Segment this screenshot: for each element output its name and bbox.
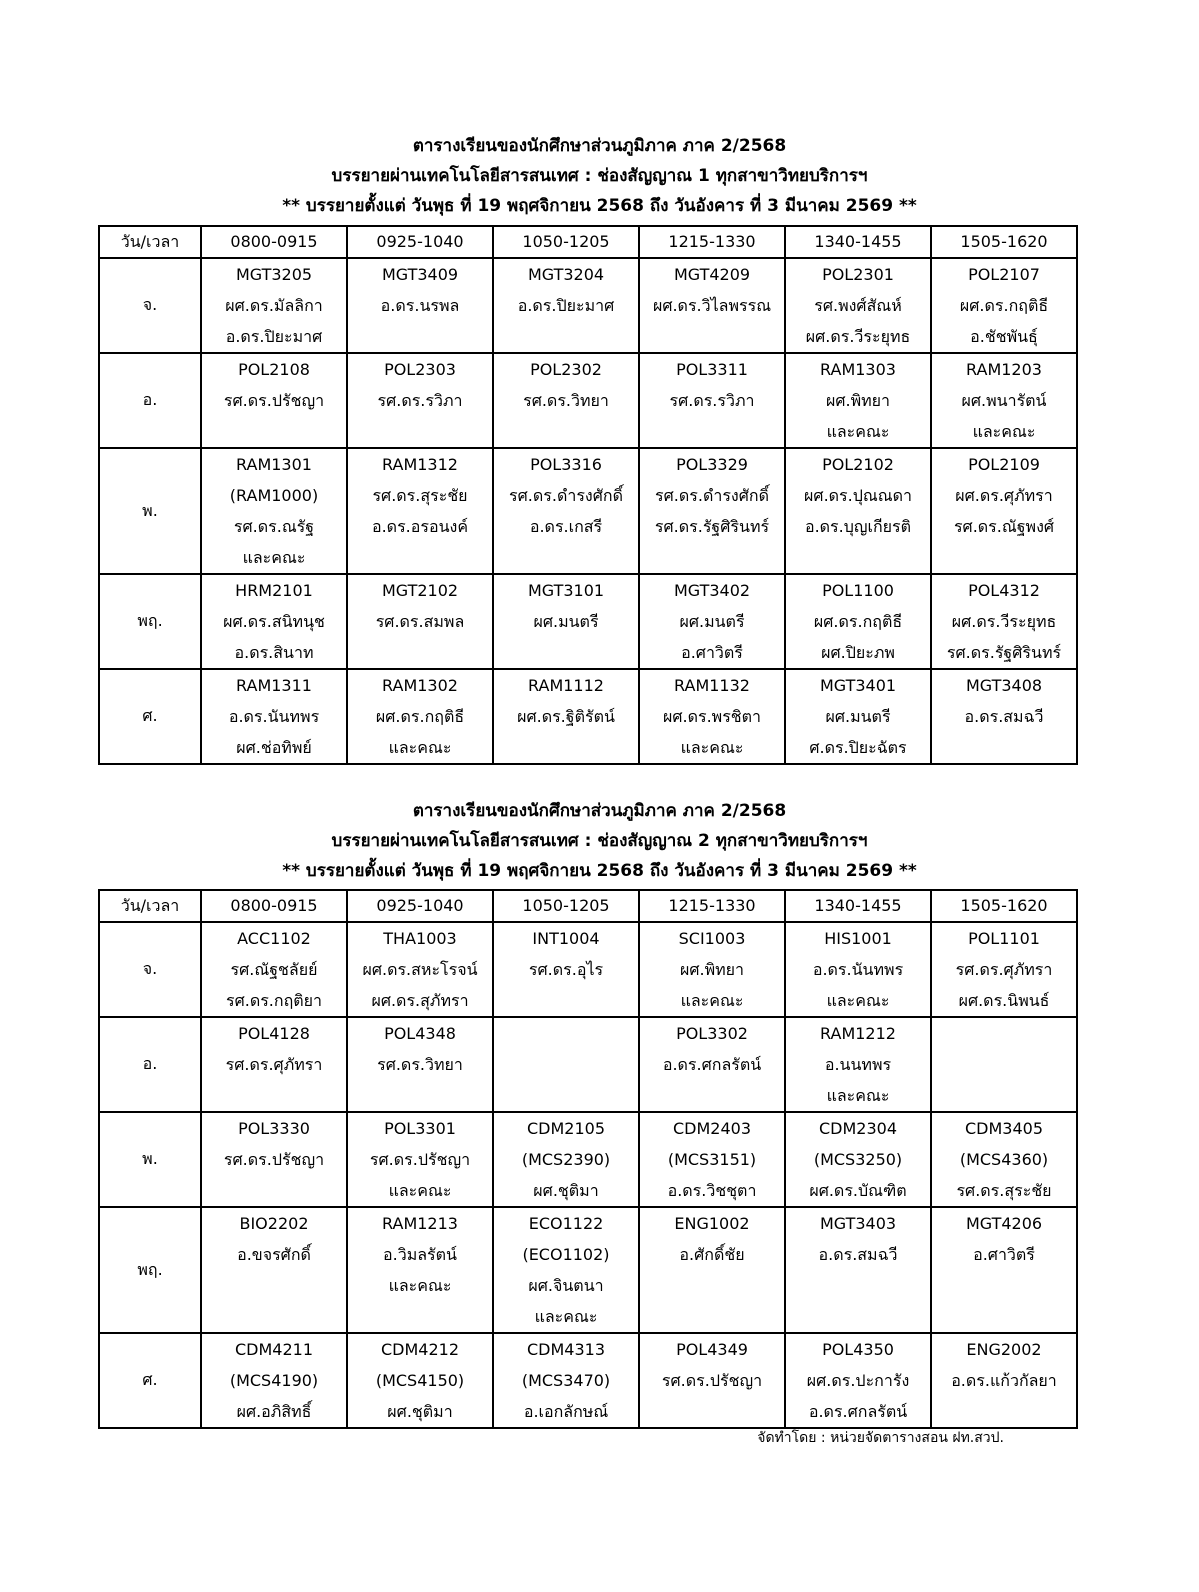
course-cell — [493, 1207, 639, 1333]
course-cell — [201, 1207, 347, 1333]
cell-text: และคณะ — [388, 738, 452, 757]
cell-text: ศ.ดร.ปิยะฉัตร — [809, 738, 907, 757]
course-code: ECO1122 — [528, 1214, 604, 1233]
cell-text: อ.ดร.ศกลรัตน์ — [808, 1402, 908, 1421]
cell-text: อ.ดร.เกสรี — [529, 517, 603, 536]
course-cell — [201, 922, 347, 1017]
cell-text: ผศ.ชุติมา — [387, 1402, 453, 1421]
cell-text: รศ.ดร.ปรัชญา — [223, 1150, 325, 1169]
cell-text: อ.ดร.สมฉวี — [964, 707, 1044, 726]
course-cell — [785, 1333, 931, 1428]
table-row — [99, 353, 1077, 448]
schedule-title: ตารางเรียนของนักศึกษาส่วนภูมิภาค ภาค 2/2568 — [412, 801, 787, 821]
cell-text: รศ.ดร.รวิภา — [669, 391, 755, 410]
cell-text: ผศ.ดร.วีระยุทธ — [805, 327, 911, 346]
course-cell — [493, 448, 639, 574]
table-row — [99, 922, 1077, 1017]
header-time-slot: 0800-0915 — [201, 226, 347, 258]
course-cell — [347, 1333, 493, 1428]
course-code: CDM3405 — [964, 1119, 1043, 1138]
course-cell — [201, 1112, 347, 1207]
cell-text: รศ.ดร.รัฐศิรินทร์ — [654, 517, 770, 536]
course-cell — [931, 1207, 1077, 1333]
cell-text: ผศ.ดร.สุภัทรา — [371, 991, 469, 1010]
cell-text: อ.ขจรศักดิ์ — [237, 1245, 311, 1264]
cell-text: รศ.ดร.ปรัชญา — [369, 1150, 471, 1169]
course-cell — [785, 353, 931, 448]
schedule-2-heading — [0, 796, 1199, 886]
day-label: อ. — [99, 1017, 201, 1112]
cell-text: ผศ.ดร.นิพนธ์ — [958, 991, 1050, 1010]
course-code: MGT3205 — [235, 265, 313, 284]
course-cell — [347, 1112, 493, 1207]
course-code: MGT4206 — [965, 1214, 1043, 1233]
cell-text: (MCS3250) — [813, 1150, 903, 1169]
cell-text: ผศ.พิทยา — [825, 391, 891, 410]
cell-text: ผศ.ดร.วิไลพรรณ — [652, 296, 772, 315]
cell-text: รศ.ดร.รัฐศิรินทร์ — [946, 643, 1062, 662]
course-cell — [639, 922, 785, 1017]
cell-text: ผศ.ดร.ฐิติรัตน์ — [517, 707, 615, 726]
cell-text: ผศ.ดร.กฤติธี — [959, 296, 1049, 315]
cell-text: อ.ศาวิตรี — [973, 1245, 1035, 1264]
header-time-slot: 0925-1040 — [347, 226, 493, 258]
course-code: POL2107 — [968, 265, 1040, 284]
cell-text: รศ.พงศ์สัณห์ — [814, 296, 902, 315]
cell-text: ผศ.ดร.วีระยุทธ — [951, 612, 1057, 631]
cell-text: ผศ.ดร.มัลลิกา — [225, 296, 323, 315]
course-code: RAM1213 — [382, 1214, 458, 1233]
cell-text: อ.ศาวิตรี — [681, 643, 743, 662]
course-code: RAM1112 — [528, 676, 604, 695]
course-cell — [201, 574, 347, 669]
course-cell — [931, 1017, 1077, 1112]
course-cell — [785, 922, 931, 1017]
schedule-date-range: ** บรรยายตั้งแต่ วันพุธ ที่ 19 พฤศจิกายน 2568 ถึง วันอังคาร ที่ 3 มีนาคม 2569 ** — [282, 861, 917, 881]
cell-text: (ECO1102) — [522, 1245, 610, 1264]
cell-text: ผศ.ปิยะภพ — [821, 643, 895, 662]
cell-text: ผศ.พิทยา — [679, 960, 745, 979]
header-time-slot: 1215-1330 — [639, 890, 785, 922]
course-cell — [785, 1112, 931, 1207]
course-code: RAM1212 — [820, 1024, 896, 1043]
course-code: POL2109 — [968, 455, 1040, 474]
course-cell — [493, 922, 639, 1017]
cell-text: รศ.ดร.ปรัชญา — [223, 391, 325, 410]
course-code: MGT3101 — [527, 581, 605, 600]
course-code: BIO2202 — [239, 1214, 309, 1233]
course-cell — [931, 1112, 1077, 1207]
header-time-slot: 1505-1620 — [931, 890, 1077, 922]
course-code: MGT4209 — [673, 265, 751, 284]
course-code: MGT3403 — [819, 1214, 897, 1233]
cell-text: รศ.ดร.สุระชัย — [372, 486, 468, 505]
schedule-subtitle: บรรยายผ่านเทคโนโลยีสารสนเทศ : ช่องสัญญาณ 1 ทุกสาขาวิทยบริการฯ — [331, 166, 868, 186]
course-cell — [639, 448, 785, 574]
header-time-slot: 1505-1620 — [931, 226, 1077, 258]
cell-text: ผศ.ดร.ปะการัง — [806, 1371, 910, 1390]
course-code: POL2303 — [384, 360, 456, 379]
course-code: RAM1302 — [382, 676, 458, 695]
course-cell — [493, 574, 639, 669]
footer-credit: จัดทำโดย : หน่วยจัดตารางสอน ฝท.สวป. — [757, 1430, 1004, 1446]
course-cell — [639, 574, 785, 669]
cell-text: รศ.ดร.อุไร — [528, 960, 604, 979]
cell-text: รศ.ดร.ดำรงศักดิ์ — [655, 486, 769, 505]
course-code: POL2302 — [530, 360, 602, 379]
table-row — [99, 1333, 1077, 1428]
course-code: RAM1203 — [966, 360, 1042, 379]
cell-text: และคณะ — [972, 422, 1036, 441]
cell-text: อ.ดร.ปิยะมาศ — [517, 296, 615, 315]
cell-text: อ.วิมลรัตน์ — [383, 1245, 457, 1264]
cell-text: อ.ศักดิ์ชัย — [679, 1245, 745, 1264]
course-cell — [785, 669, 931, 764]
course-cell — [785, 448, 931, 574]
course-code: POL3330 — [238, 1119, 310, 1138]
header-time-slot: 1340-1455 — [785, 890, 931, 922]
cell-text: (RAM1000) — [229, 486, 319, 505]
cell-text: อ.ดร.วิชชุตา — [667, 1181, 757, 1200]
cell-text: รศ.ดร.สุระชัย — [956, 1181, 1052, 1200]
course-cell — [493, 353, 639, 448]
course-cell — [639, 1112, 785, 1207]
cell-text: รศ.ดร.วิทยา — [377, 1055, 463, 1074]
course-cell — [201, 1333, 347, 1428]
course-code: RAM1311 — [236, 676, 312, 695]
course-code: HRM2101 — [235, 581, 313, 600]
course-code: POL2102 — [822, 455, 894, 474]
course-code: ENG2002 — [966, 1340, 1042, 1359]
cell-text: ผศ.ชุติมา — [533, 1181, 599, 1200]
cell-text: ผศ.ดร.สนิทนุช — [223, 612, 325, 631]
cell-text: และคณะ — [534, 1307, 598, 1326]
course-code: POL2108 — [238, 360, 310, 379]
table-row — [99, 1112, 1077, 1207]
course-code: THA1003 — [383, 929, 457, 948]
course-cell — [201, 448, 347, 574]
course-cell — [785, 1207, 931, 1333]
cell-text: ผศ.ดร.กฤติธี — [375, 707, 465, 726]
cell-text: อ.ดร.สินาท — [234, 643, 314, 662]
table-row — [99, 448, 1077, 574]
course-cell — [931, 353, 1077, 448]
cell-text: ผศ.อภิสิทธิ์ — [236, 1402, 312, 1421]
cell-text: (MCS3151) — [667, 1150, 757, 1169]
course-code: MGT3204 — [527, 265, 605, 284]
cell-text: อ.ดร.นรพล — [380, 296, 460, 315]
schedule-title: ตารางเรียนของนักศึกษาส่วนภูมิภาค ภาค 2/2568 — [412, 136, 787, 156]
course-cell — [493, 1333, 639, 1428]
course-code: CDM4212 — [380, 1340, 459, 1359]
course-code: RAM1312 — [382, 455, 458, 474]
course-cell — [639, 1017, 785, 1112]
cell-text: ผศ.มนตรี — [533, 612, 599, 631]
cell-text: รศ.ดร.ณรัฐ — [233, 517, 315, 536]
cell-text: และคณะ — [826, 422, 890, 441]
cell-text: รศ.ณัฐชลัยย์ — [230, 960, 318, 979]
schedule-1-table — [98, 225, 1078, 765]
cell-text: รศ.ดร.กฤติยา — [225, 991, 323, 1010]
cell-text: รศ.ดร.ณัฐพงศ์ — [953, 517, 1055, 536]
day-label: พ. — [99, 448, 201, 574]
course-cell — [931, 922, 1077, 1017]
course-cell — [201, 1017, 347, 1112]
course-code: MGT3401 — [819, 676, 897, 695]
course-cell — [347, 1017, 493, 1112]
cell-text: รศ.ดร.รวิภา — [377, 391, 463, 410]
course-code: CDM2403 — [672, 1119, 751, 1138]
cell-text: ผศ.ดร.กฤติธี — [813, 612, 903, 631]
header-time-slot: 0925-1040 — [347, 890, 493, 922]
schedule-subtitle: บรรยายผ่านเทคโนโลยีสารสนเทศ : ช่องสัญญาณ 2 ทุกสาขาวิทยบริการฯ — [331, 831, 868, 851]
header-time-slot: 1050-1205 — [493, 890, 639, 922]
table-row — [99, 258, 1077, 353]
cell-text: และคณะ — [680, 738, 744, 757]
cell-text: อ.ชัชพันธุ์ — [970, 327, 1038, 346]
course-cell — [931, 1333, 1077, 1428]
cell-text: อ.นนทพร — [824, 1055, 892, 1074]
course-code: MGT3409 — [381, 265, 459, 284]
header-time-slot: 1050-1205 — [493, 226, 639, 258]
day-label: พ. — [99, 1112, 201, 1207]
header-time-slot: 1215-1330 — [639, 226, 785, 258]
course-code: ACC1102 — [237, 929, 311, 948]
table-row — [99, 574, 1077, 669]
cell-text: ผศ.มนตรี — [679, 612, 745, 631]
course-code: POL4349 — [676, 1340, 748, 1359]
cell-text: อ.ดร.บุญเกียรติ — [804, 517, 912, 536]
course-code: POL2301 — [822, 265, 894, 284]
cell-text: และคณะ — [242, 548, 306, 567]
cell-text: ผศ.ดร.บัณฑิต — [809, 1181, 907, 1200]
course-code: POL3311 — [676, 360, 748, 379]
cell-text: ผศ.ดร.ศุภัทรา — [955, 486, 1053, 505]
course-cell — [785, 258, 931, 353]
course-cell — [639, 353, 785, 448]
course-cell — [931, 258, 1077, 353]
course-cell — [931, 574, 1077, 669]
course-cell — [493, 258, 639, 353]
course-code: CDM2304 — [818, 1119, 897, 1138]
course-cell — [347, 258, 493, 353]
day-label: จ. — [99, 258, 201, 353]
course-cell — [493, 669, 639, 764]
day-label: ศ. — [99, 1333, 201, 1428]
cell-text: อ.ดร.ปิยะมาศ — [225, 327, 323, 346]
day-label: อ. — [99, 353, 201, 448]
cell-text: และคณะ — [388, 1181, 452, 1200]
cell-text: ผศ.ดร.สหะโรจน์ — [362, 960, 478, 979]
cell-text: อ.ดร.นันทพร — [812, 960, 904, 979]
course-code: POL4128 — [238, 1024, 310, 1043]
header-time-slot: 1340-1455 — [785, 226, 931, 258]
cell-text: และคณะ — [680, 991, 744, 1010]
cell-text: (MCS4190) — [229, 1371, 319, 1390]
course-cell — [639, 1333, 785, 1428]
cell-text: รศ.ดร.ปรัชญา — [661, 1371, 763, 1390]
day-label: พฤ. — [99, 574, 201, 669]
cell-text: (MCS4360) — [959, 1150, 1049, 1169]
table-row — [99, 1207, 1077, 1333]
schedule-1-heading — [0, 131, 1199, 221]
course-code: POL4350 — [822, 1340, 894, 1359]
course-code: INT1004 — [532, 929, 600, 948]
course-code: POL3329 — [676, 455, 748, 474]
cell-text: รศ.ดร.ศุภัทรา — [955, 960, 1053, 979]
course-code: ENG1002 — [674, 1214, 750, 1233]
header-day-time: วัน/เวลา — [99, 890, 201, 922]
course-cell — [785, 1017, 931, 1112]
header-day-time: วัน/เวลา — [99, 226, 201, 258]
day-label: พฤ. — [99, 1207, 201, 1333]
course-cell — [931, 669, 1077, 764]
course-code: POL3316 — [530, 455, 602, 474]
course-cell — [347, 669, 493, 764]
cell-text: และคณะ — [826, 1086, 890, 1105]
course-code: POL3302 — [676, 1024, 748, 1043]
course-cell — [347, 574, 493, 669]
course-code: HIS1001 — [824, 929, 892, 948]
cell-text: อ.ดร.ศกลรัตน์ — [662, 1055, 762, 1074]
course-cell — [785, 574, 931, 669]
course-code: MGT3408 — [965, 676, 1043, 695]
cell-text: อ.ดร.อรอนงค์ — [371, 517, 469, 536]
course-code: POL1101 — [968, 929, 1040, 948]
day-label: จ. — [99, 922, 201, 1017]
course-code: SCI1003 — [678, 929, 746, 948]
course-cell — [493, 1017, 639, 1112]
course-code: RAM1301 — [236, 455, 312, 474]
cell-text: ผศ.ดร.พรชิตา — [662, 707, 762, 726]
course-cell — [639, 1207, 785, 1333]
cell-text: อ.ดร.แก้วกัลยา — [951, 1371, 1057, 1390]
course-cell — [931, 448, 1077, 574]
table-row — [99, 1017, 1077, 1112]
cell-text: ผศ.ช่อทิพย์ — [236, 738, 312, 757]
course-code: MGT2102 — [381, 581, 459, 600]
course-code: CDM2105 — [526, 1119, 605, 1138]
course-code: POL4348 — [384, 1024, 456, 1043]
cell-text: รศ.ดร.สมพล — [375, 612, 465, 631]
header-row — [99, 890, 1077, 922]
schedule-date-range: ** บรรยายตั้งแต่ วันพุธ ที่ 19 พฤศจิกายน 2568 ถึง วันอังคาร ที่ 3 มีนาคม 2569 ** — [282, 196, 917, 216]
course-cell — [639, 258, 785, 353]
cell-text: (MCS2390) — [521, 1150, 611, 1169]
course-code: MGT3402 — [673, 581, 751, 600]
cell-text: รศ.ดร.ศุภัทรา — [225, 1055, 323, 1074]
cell-text: รศ.ดร.ดำรงศักดิ์ — [509, 486, 623, 505]
table-row — [99, 669, 1077, 764]
course-code: POL4312 — [968, 581, 1040, 600]
course-code: CDM4211 — [234, 1340, 313, 1359]
course-cell — [493, 1112, 639, 1207]
course-cell — [347, 922, 493, 1017]
cell-text: อ.เอกลักษณ์ — [523, 1402, 609, 1421]
cell-text: และคณะ — [826, 991, 890, 1010]
course-code: POL3301 — [384, 1119, 456, 1138]
cell-text: (MCS4150) — [375, 1371, 465, 1390]
course-cell — [201, 258, 347, 353]
cell-text: ผศ.มนตรี — [825, 707, 891, 726]
cell-text: ผศ.จินตนา — [528, 1276, 604, 1295]
course-code: RAM1303 — [820, 360, 896, 379]
header-row — [99, 226, 1077, 258]
day-label: ศ. — [99, 669, 201, 764]
cell-text: รศ.ดร.วิทยา — [523, 391, 609, 410]
header-time-slot: 0800-0915 — [201, 890, 347, 922]
cell-text: (MCS3470) — [521, 1371, 611, 1390]
course-cell — [347, 448, 493, 574]
course-code: POL1100 — [822, 581, 894, 600]
cell-text: และคณะ — [388, 1276, 452, 1295]
course-code: CDM4313 — [526, 1340, 605, 1359]
course-cell — [639, 669, 785, 764]
course-cell — [347, 1207, 493, 1333]
cell-text: ผศ.ดร.ปุณณดา — [804, 486, 912, 505]
course-code: RAM1132 — [674, 676, 750, 695]
cell-text: อ.ดร.นันทพร — [228, 707, 320, 726]
course-cell — [201, 353, 347, 448]
cell-text: อ.ดร.สมฉวี — [818, 1245, 898, 1264]
cell-text: ผศ.พนารัตน์ — [961, 391, 1047, 410]
schedule-2-table — [98, 889, 1078, 1429]
course-cell — [201, 669, 347, 764]
course-cell — [347, 353, 493, 448]
